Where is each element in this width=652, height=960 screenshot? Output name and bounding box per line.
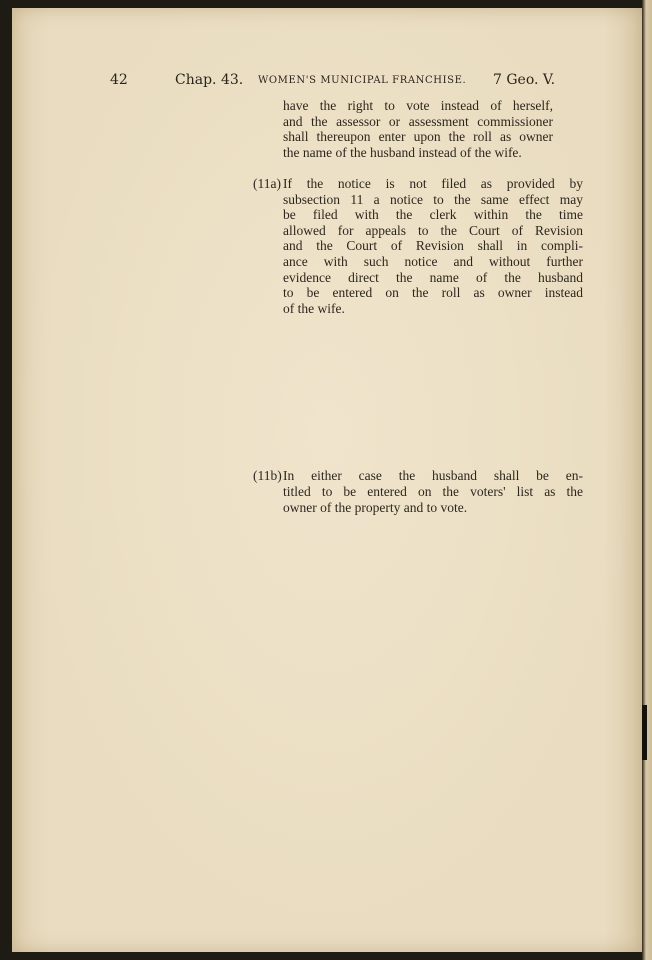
text-line: be filed with the clerk within the time — [283, 207, 583, 223]
book-page — [12, 8, 642, 952]
clause-11a — [253, 176, 583, 316]
text-line: of the wife. — [283, 300, 345, 316]
running-title: WOMEN'S MUNICIPAL FRANCHISE. — [258, 75, 467, 86]
text-line: and the assessor or assessment commissioner — [283, 113, 553, 129]
text-line: have the right to vote instead of herself, — [283, 98, 553, 113]
book-edge — [642, 0, 652, 960]
page-number: 42 — [110, 72, 128, 88]
text-line: allowed for appeals to the Court of Revision — [283, 222, 583, 238]
clause-number: (11a) — [253, 176, 281, 191]
text-line: evidence direct the name of the husband — [283, 269, 583, 285]
running-header — [12, 72, 642, 94]
text-line: subsection 11 a notice to the same effect may — [283, 191, 583, 207]
text-line: the name of the husband instead of the wife. — [283, 144, 522, 160]
chapter-label: Chap. 43. — [175, 72, 244, 88]
continued-paragraph — [283, 98, 553, 160]
text-line: owner of the property and to vote. — [283, 499, 468, 515]
text-line: to be entered on the roll as owner instead — [283, 285, 583, 301]
text-line: In either case the husband shall be en- — [283, 468, 583, 484]
text-line: If the notice is not filed as provided by — [283, 176, 583, 191]
clause-number: (11b) — [253, 468, 282, 484]
text-line: ance with such notice and without further — [283, 253, 583, 269]
text-line: titled to be entered on the voters' list as the — [283, 483, 583, 499]
clause-11b — [253, 468, 583, 515]
regnal-year: 7 Geo. V. — [493, 72, 556, 88]
text-line: and the Court of Revision shall in compli- — [283, 238, 583, 254]
text-line: shall thereupon enter upon the roll as owner — [283, 129, 553, 145]
